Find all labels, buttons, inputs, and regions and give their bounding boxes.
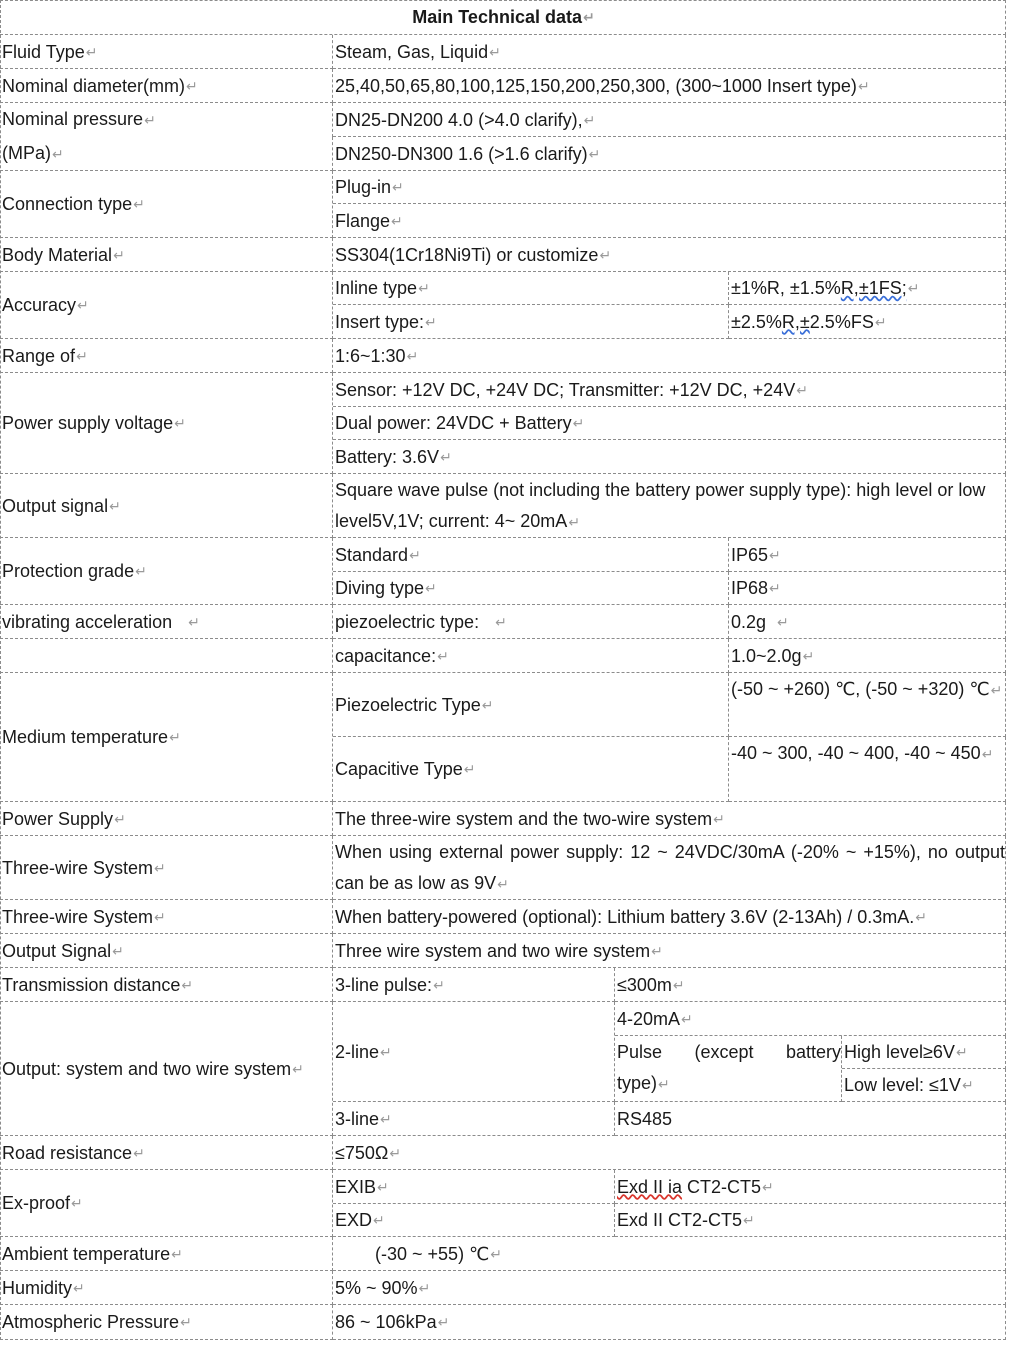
label-text: Fluid Type (2, 41, 85, 62)
row-value-power-supply: The three-wire system and the two-wire system ↵ (333, 802, 1006, 836)
row-sub-protection-standard: Standard ↵ (333, 538, 729, 572)
row-value-nominal-pressure-1: DN25-DN200 4.0 (>4.0 clarify), ↵ (333, 103, 1006, 137)
label-text: Accuracy (2, 295, 77, 315)
value-text: Steam, Gas, Liquid (335, 41, 489, 62)
sub-text: Insert type: (335, 311, 425, 332)
value-text-squiggle: Exd II ia (617, 1176, 683, 1197)
row-value-connection-flange: Flange ↵ (333, 204, 1006, 238)
row-label-vibrating-acceleration: vibrating acceleration ↵ (0, 605, 333, 639)
sub-text: Inline type (335, 278, 418, 298)
row-label-atmospheric-pressure: Atmospheric Pressure ↵ (0, 1305, 333, 1340)
row-sub-accuracy-insert: Insert type: ↵ (333, 305, 729, 339)
value-text: Dual power: 24VDC + Battery (335, 413, 572, 433)
row-value-body-material: SS304(1Cr18Ni9Ti) or customize ↵ (333, 238, 1006, 272)
value-text-squiggle: R,± (781, 311, 810, 332)
row-label-three-wire-1: Three-wire System ↵ (0, 836, 333, 900)
row-label-ex-proof: Ex-proof ↵ (0, 1170, 333, 1237)
label-text: Three-wire System (2, 857, 154, 878)
row-label-output-signal: Output signal ↵ (0, 474, 333, 538)
table-title-text: Main Technical data (412, 7, 582, 27)
value-text: 5% ~ 90% (335, 1277, 418, 1298)
row-value-output-low-level: Low level: ≤1V ↵ (842, 1069, 1006, 1102)
value-text: ≤750Ω (335, 1142, 389, 1163)
value-text: -40 ~ 300, -40 ~ 400, -40 ~ 450 (731, 743, 981, 763)
row-value-vibrating-capacitance: 1.0~2.0g ↵ (729, 639, 1006, 673)
row-value-fluid-type: Steam, Gas, Liquid ↵ (333, 35, 1006, 69)
sub-text: Piezoelectric Type (335, 694, 481, 715)
row-value-protection-diving: IP68 ↵ (729, 572, 1006, 605)
value-text: IP65 (731, 544, 769, 565)
label-text: Three-wire System (2, 906, 154, 927)
value-text: Exd II CT2-CT5 (617, 1210, 743, 1230)
row-label-protection-grade: Protection grade ↵ (0, 538, 333, 605)
row-label-power-supply-voltage: Power supply voltage ↵ (0, 373, 333, 474)
row-value-psv-sensor: Sensor: +12V DC, +24V DC; Transmitter: +12V DC, +24V ↵ (333, 373, 1006, 407)
label-text: Output Signal (2, 940, 112, 961)
row-value-accuracy-insert: ±2.5% R,± 2.5%FS ↵ (729, 305, 1006, 339)
table-title: Main Technical data ↵ (0, 0, 1006, 35)
value-text: Square wave pulse (not including the battery power supply type): high level or low level5V,1V; current: 4~ 20mA (335, 480, 986, 531)
value-text: 4-20mA (617, 1008, 681, 1029)
value-text: When using external power supply: 12 ~ 24VDC/30mA (-20% ~ +15%), no output can be as low as 9V (335, 842, 1005, 893)
row-value-transmission-pulse: ≤300m ↵ (615, 968, 1006, 1002)
value-text: CT2-CT5 (682, 1176, 762, 1197)
label-text: Output: system and two wire system (2, 1058, 292, 1079)
row-label-vibrating-empty (0, 639, 333, 673)
label-text: Road resistance (2, 1142, 133, 1163)
value-text: 0.2g (731, 611, 777, 632)
row-sub-accuracy-inline: Inline type ↵ (333, 272, 729, 305)
row-value-atmospheric-pressure: 86 ~ 106kPa ↵ (333, 1305, 1006, 1340)
label-text: Power Supply (2, 808, 114, 829)
sub-text: piezoelectric type: (335, 611, 495, 632)
row-label-transmission-distance: Transmission distance ↵ (0, 968, 333, 1002)
row-sub-vibrating-piezo: piezoelectric type: ↵ (333, 605, 729, 639)
row-value-humidity: 5% ~ 90% ↵ (333, 1271, 1006, 1305)
label-text: Connection type (2, 194, 133, 214)
row-value-ex-proof-exd: Exd II CT2-CT5 ↵ (615, 1204, 1006, 1237)
row-value-range-of: 1:6~1:30 ↵ (333, 339, 1006, 373)
row-sub-transmission-pulse: 3-line pulse: ↵ (333, 968, 615, 1002)
row-label-output-system: Output: system and two wire system ↵ (0, 1002, 333, 1136)
row-value-three-wire-2: When battery-powered (optional): Lithium battery 3.6V (2-13Ah) / 0.3mA. ↵ (333, 900, 1006, 934)
value-text: ≤300m (617, 974, 672, 995)
label-text: Humidity (2, 1277, 73, 1298)
value-text: (-50 ~ +260) ℃, (-50 ~ +320) ℃ (731, 679, 990, 699)
row-value-medium-piezo: (-50 ~ +260) ℃, (-50 ~ +320) ℃↵ (729, 673, 1006, 737)
value-text: 25,40,50,65,80,100,125,150,200,250,300, (300~1000 Insert type) (335, 75, 857, 96)
row-sub-output-2-line: 2-line ↵ (333, 1002, 615, 1102)
row-label-ambient-temperature: Ambient temperature ↵ (0, 1237, 333, 1271)
row-label-nominal-pressure-1: Nominal pressure↵ (0, 103, 333, 137)
value-text: DN25-DN200 4.0 (>4.0 clarify), (335, 109, 583, 130)
row-sub-ex-proof-exd: EXD ↵ (333, 1204, 615, 1237)
value-text: Plug-in (335, 177, 392, 197)
row-label-accuracy: Accuracy ↵ (0, 272, 333, 339)
row-value-accuracy-inline: ±1%R, ±1.5% R,±1FS; ↵ (729, 272, 1006, 305)
value-text: Battery: 3.6V (335, 446, 440, 467)
value-text: The three-wire system and the two-wire system (335, 808, 713, 829)
row-label-connection-type: Connection type ↵ (0, 171, 333, 238)
label-text: Protection grade (2, 561, 135, 581)
value-text: Flange (335, 210, 391, 231)
value-text: 1:6~1:30 (335, 345, 406, 366)
value-text: Low level: ≤1V (844, 1075, 961, 1095)
value-text-squiggle: R,±1FS; (840, 278, 907, 298)
row-sub-medium-piezo: Piezoelectric Type ↵ (333, 673, 729, 737)
row-value-output-rs485 (615, 1102, 1006, 1136)
row-value-three-wire-1: When using external power supply: 12 ~ 24VDC/30mA (-20% ~ +15%), no output can be as low as 9V↵ (333, 836, 1006, 900)
sub-text: Diving type (335, 578, 425, 598)
value-text: RS485 (617, 1108, 673, 1129)
sub-text: Standard (335, 544, 409, 565)
row-label-body-material: Body Material ↵ (0, 238, 333, 272)
row-label-nominal-pressure-2: (MPa)↵ (0, 137, 333, 171)
sub-text: 3-line (335, 1108, 380, 1129)
row-sub-output-3-line: 3-line ↵ (333, 1102, 615, 1136)
value-text: IP68 (731, 578, 769, 598)
row-label-fluid-type: Fluid Type ↵ (0, 35, 333, 69)
row-label-three-wire-2: Three-wire System ↵ (0, 900, 333, 934)
row-value-nominal-diameter: 25,40,50,65,80,100,125,150,200,250,300, (300~1000 Insert type) ↵ (333, 69, 1006, 103)
row-value-road-resistance: ≤750Ω ↵ (333, 1136, 1006, 1170)
value-text: Sensor: +12V DC, +24V DC; Transmitter: +12V DC, +24V (335, 379, 796, 400)
value-text: ±1%R, ±1.5% (731, 278, 841, 298)
sub-text: EXD (335, 1210, 373, 1230)
value-text: 2.5%FS (809, 311, 874, 332)
label-text: Ambient temperature (2, 1243, 171, 1264)
value-text: SS304(1Cr18Ni9Ti) or customize (335, 244, 599, 265)
row-sub-vibrating-capacitance: capacitance: ↵ (333, 639, 729, 673)
row-value-psv-battery: Battery: 3.6V ↵ (333, 440, 1006, 474)
value-text: 86 ~ 106kPa (335, 1312, 437, 1332)
sub-text: EXIB (335, 1176, 377, 1197)
row-value-output-signal: Square wave pulse (not including the battery power supply type): high level or low level5V,1V; current: 4~ 20mA↵ (333, 474, 1006, 538)
row-value-output-signal-2: Three wire system and two wire system ↵ (333, 934, 1006, 968)
value-text: ±2.5% (731, 311, 782, 332)
row-label-output-signal-2: Output Signal ↵ (0, 934, 333, 968)
row-sub-ex-proof-exib: EXIB ↵ (333, 1170, 615, 1204)
row-value-ex-proof-exib: Exd II ia CT2-CT5 ↵ (615, 1170, 1006, 1204)
label-text: Output signal (2, 495, 109, 516)
row-sub-medium-capacitive: Capacitive Type ↵ (333, 737, 729, 802)
row-label-road-resistance: Road resistance ↵ (0, 1136, 333, 1170)
label-text: Atmospheric Pressure (2, 1312, 180, 1332)
row-label-nominal-diameter: Nominal diameter(mm) ↵ (0, 69, 333, 103)
value-text: High level≥6V (844, 1042, 955, 1062)
label-text: Ex-proof (2, 1193, 71, 1213)
sub-text: Pulse (except battery type) (617, 1042, 841, 1093)
value-text: Three wire system and two wire system (335, 940, 651, 961)
sub-text: capacitance: (335, 645, 437, 666)
label-text: Body Material (2, 244, 113, 265)
row-value-ambient-temperature: (-30 ~ +55) ℃ ↵ (333, 1237, 1006, 1271)
sub-text: 3-line pulse: (335, 974, 433, 995)
row-value-vibrating-piezo: 0.2g ↵ (729, 605, 1006, 639)
row-value-nominal-pressure-2: DN250-DN300 1.6 (>1.6 clarify) ↵ (333, 137, 1006, 171)
label-text: Nominal pressure (2, 109, 144, 129)
sub-text: Capacitive Type (335, 759, 463, 779)
label-text: vibrating acceleration (2, 611, 188, 632)
row-label-range-of: Range of ↵ (0, 339, 333, 373)
label-text: Power supply voltage (2, 413, 174, 433)
value-text: (-30 ~ +55) ℃ (335, 1243, 490, 1264)
row-sub-output-pulse: Pulse (except battery type)↵ (615, 1036, 842, 1102)
row-label-power-supply: Power Supply ↵ (0, 802, 333, 836)
row-sub-protection-diving: Diving type ↵ (333, 572, 729, 605)
label-text: Range of (2, 345, 76, 366)
row-value-output-high-level: High level≥6V ↵ (842, 1036, 1006, 1069)
label-text: Nominal diameter(mm) (2, 75, 186, 96)
value-text: 1.0~2.0g (731, 645, 802, 666)
row-value-psv-dual: Dual power: 24VDC + Battery ↵ (333, 407, 1006, 440)
label-text: Transmission distance (2, 974, 181, 995)
sub-text: 2-line (335, 1041, 380, 1062)
row-value-medium-capacitive: -40 ~ 300, -40 ~ 400, -40 ~ 450↵ (729, 737, 1006, 802)
row-value-connection-plug-in: Plug-in ↵ (333, 171, 1006, 204)
value-text: DN250-DN300 1.6 (>1.6 clarify) (335, 143, 588, 164)
label-text: Medium temperature (2, 727, 169, 747)
value-text: When battery-powered (optional): Lithium battery 3.6V (2-13Ah) / 0.3mA. (335, 906, 915, 927)
row-value-protection-standard: IP65 ↵ (729, 538, 1006, 572)
label-text: (MPa) (2, 143, 51, 163)
row-label-medium-temperature: Medium temperature ↵ (0, 673, 333, 802)
row-label-humidity: Humidity ↵ (0, 1271, 333, 1305)
row-value-output-4-20ma: 4-20mA ↵ (615, 1002, 1006, 1036)
